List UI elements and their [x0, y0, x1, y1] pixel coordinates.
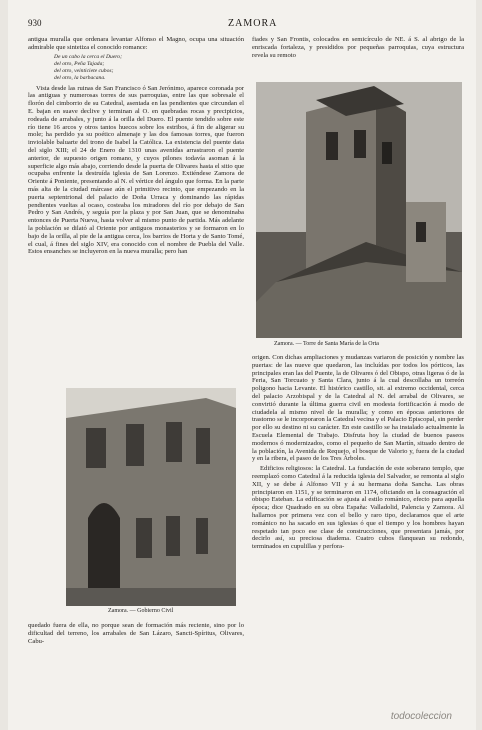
cathedral-paragraph: Edificios religiosos: la Catedral. La fundación de este soberano templo, que reemplazó como Catedral á la reducida iglesia del Salvador, se remonta al siglo XII, y se debe á Alfonso VII y á su hermana doña Sancha. Las obras principiaron en 1151, y se terminaron en 1174, oficiando en la consagración el obispo Esteban. La edificación se ajusta al estilo románico, efecto para aquella época; dice Quadrado en su obra España: Valladolid, Palencia y Zamora. Al hallarnos por primera vez con el bello y raro tipo, declaramos que el arte románico no ha sacado en sus iglesias ó que el tiempo y los hombres hayan respetado tan poco ese clase de construcciones, que presentara jamás, por decirlo así, su preciosa diadema. Cuatro cubos flanquean su redondo, terminados en cupulillas y perfora- — [252, 465, 464, 551]
intro-paragraph: antigua muralla que ordenara levantar Alfonso el Magno, ocupa una situación admirable que sintetiza el conocido romance: — [28, 36, 244, 51]
building-facade-image — [66, 388, 236, 606]
page-header — [28, 18, 464, 30]
watermark: todocoleccion — [390, 711, 452, 722]
suburbs-continued-paragraph: fiades y San Frontis, colocados en semicírculo de NE. á S. al abrigo de la enriscada fortaleza, y presididos por pequeñas parroquias, cuya estructura revela su remoto — [252, 36, 464, 59]
city-description-paragraph: Vista desde las ruinas de San Francisco ó San Jerónimo, aparece coronada por las antiguas y numerosas torres de sus parroquias, entre las que sobresale el florón del cimborrio de su Catedral, asentada en las pendientes que circundan el E. bajan en suave declive y terminan al O. en quebradas rocas y precipicios, rodeada de arrabales, y junto á la orilla del Duero. El puente tendido sobre este río tiene 16 arcos y otros tantos huecos sobre los estribos, á fin de aligerar su mole; ha perdido ya su poético almenaje y las dos famosas torres, que fueron inviolable baluarte del trono de Isabel la Católica. La existencia del puente data del siglo XIII; el 24 de Enero de 1310 unas avenidas arrastraron el puente anterior, de supuesto origen romano, y cuyos pilones todavía asoman á la superficie algo más abajo, corriendo desde la puerta de Olivares hasta el sitio que ocupaba enfrente la destruída iglesia de San Lorenzo. Extiéndese Zamora de Oriente á Poniente, presentando al N. el vértice del ángulo que forma. En la parte más alta de la ciudad márcase aún el primitivo recinto, que empezando en la puerta septentrional del palacio de Doña Urraca y dominando las rápidas pendientes vueltas al ocaso, costeaba los miradores del río por debajo de San Pedro y San Andrés, y seguía por la plaza y por San Juan, que se denominaba entonces de Puerta Nueva, hasta volver al mismo punto de partida. Más adelante la población se dilató al Oriente por antiguos monasterios y se formaron en lo bajo de la orilla, al pie de la antigua cerca, los barrios de Horta y de Santo Tomé, el cual, á fines del siglo XIV, era conocido con el nombre de Puebla del Valle. Estos ensanches se incluyeron en la nueva muralla; pero han — [28, 84, 244, 256]
gobierno-civil-photo — [66, 388, 236, 606]
santa-maria-tower-photo — [256, 82, 462, 338]
suburbs-paragraph: quedado fuera de ella, no porque sean de formación más reciente, sino por lo dificultad del terreno, los arrabales de San Lázaro, Sancti-Spíritus, Olivares, Cabu- — [28, 622, 244, 645]
left-column-text — [28, 36, 244, 378]
right-column-bottom-text — [252, 354, 464, 656]
verse-line: del otro, veinticiete cubos; — [54, 67, 114, 74]
church-tower-image — [256, 82, 462, 338]
right-column-top-text — [252, 36, 464, 74]
running-title: ZAMORA — [228, 18, 278, 29]
tower-caption: Zamora. — Torre de Santa María de la Orta — [274, 341, 379, 347]
gobierno-civil-caption: Zamora. — Gobierno Civil — [108, 608, 174, 614]
left-column-bottom-text — [28, 622, 244, 648]
romance-verse — [54, 54, 244, 82]
book-page — [8, 0, 476, 730]
page-number: 930 — [28, 18, 42, 28]
gates-paragraph: origen. Con dichas ampliaciones y mudanzas variaron de posición y nombre las puertas: de las nueve que quedaron, las incluídas por todos los pórticos, las principales eran las del Puente, la de Olivares ó del Obispo, otras ligeras ó de la Feria, San Torcuato y Santa Clara, junto á la cual descollaba un torreón poligono hacia Levante. El histórico castillo, sit. al extremo occidental, cerca del palacio Arzobispal y de la Catedral al N. del arrabal de Olivares, se convirtió durante la última guerra civil en modesta fortificación á modo de ciudadela al mismo nivel de la muralla; y como en épocas anteriores de trastorno se le incorporaron la Catedral vecina y el Palacio Episcopal, sin perder por ello su destino ni su carácter. En este castillo se ha instalado actualmente la Escuela Elemental de Trabajo. Disfruta hoy la ciudad de buenos paseos modernos ó modernizados, como el pequeño de San Martín, situado dentro de la población, la Avenida de Requejo, el bosque de Valorio y, fuera de la ciudad y en la ribera, el paseo de los Tres Árboles. — [252, 354, 464, 463]
verse-line: del otro, Peña Tajada; — [54, 60, 105, 67]
verse-line: del otro, la barbacana. — [54, 74, 106, 81]
verse-line: De un cabo la cerca el Duero; — [54, 53, 122, 60]
